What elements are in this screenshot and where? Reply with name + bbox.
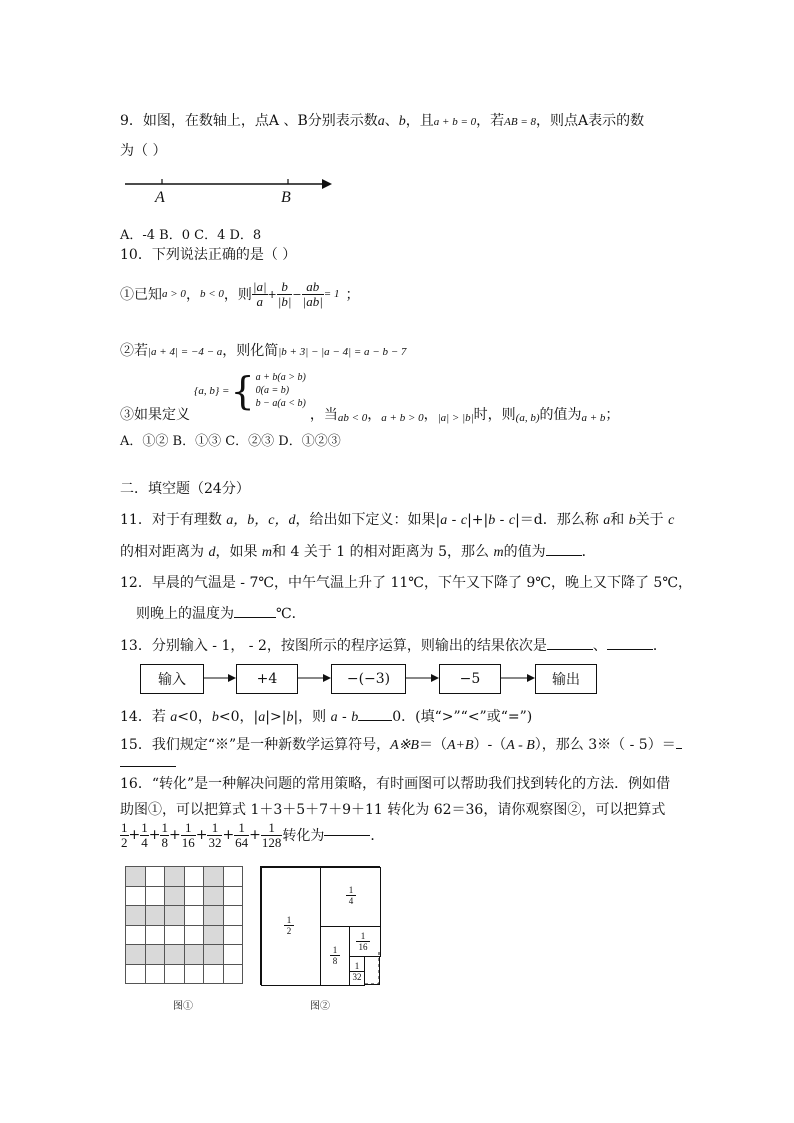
point-label-A: A [155, 189, 165, 206]
answer-blank[interactable] [234, 617, 276, 618]
frac-1-8: $\frac{1}{8}$ [161, 819, 168, 850]
figure-1-caption: 图① [173, 1001, 193, 1012]
answer-blank[interactable] [546, 555, 582, 556]
q11-line1: 11．对于有理数 a，b，c，d，给出如下定义：如果|a - c|+|b - c|＝d．那么称 a和 b关于 c [120, 512, 675, 528]
q13-line: 13．分别输入 - 1， - 2，按图所示的程序运算，则输出的结果依次是 、 ． [120, 638, 667, 654]
answer-blank-1[interactable] [547, 649, 593, 650]
grid-cell [203, 905, 224, 926]
fraction-abs-a-over-a: $\frac{|a|}{a}$ [252, 278, 267, 309]
q10-stem: 10．下列说法正确的是（ ） [120, 247, 297, 263]
grid-cell [145, 886, 166, 907]
flow-arrowhead-1 [228, 674, 236, 682]
grid-cell [223, 886, 244, 907]
grid-cell [164, 944, 185, 965]
grid-cell [223, 925, 244, 946]
answer-blank-continued[interactable] [120, 752, 176, 767]
piecewise-definition: {a, b} = { a + b(a > b) 0(a = b) b − a(a < b) [194, 368, 306, 413]
grid-cell [203, 886, 224, 907]
frac-1-2: $\frac{1}{2}$ [121, 819, 128, 850]
q10-statement-2: ②若|a + 4| = −4 − a，则化简|b + 3| − |a − 4| = a − b − 7 [120, 343, 407, 359]
flow-minus5-box: −5 [439, 664, 501, 694]
grid-cell [184, 964, 205, 985]
frac-1-64: $\frac{1}{64}$ [235, 819, 249, 850]
grid-cell [164, 866, 185, 887]
number-line [120, 170, 340, 210]
grid-cell [203, 866, 224, 887]
flow-minus-neg3-box: −(−3) [331, 664, 406, 694]
section-title: 二．填空题（24分） [120, 481, 250, 497]
grid-cell [125, 886, 146, 907]
grid-cell [125, 866, 146, 887]
frac-1-128: $\frac{1}{128}$ [261, 819, 282, 850]
frac-1-4: $\frac{1}{4}$ [141, 819, 148, 850]
grid-cell [145, 866, 166, 887]
grid-cell [203, 925, 224, 946]
grid-cell [164, 905, 185, 926]
frac-1-16: $\frac{1}{16}$ [181, 819, 195, 850]
label-quarter: 1 4 [346, 885, 356, 906]
grid-cell [125, 964, 146, 985]
flow-plus4-box: +4 [236, 664, 298, 694]
figure-2 [260, 866, 380, 985]
grid-cell [164, 886, 185, 907]
q9-options: A．-4 B．0 C．4 D．8 [120, 228, 262, 243]
q9-line2: 为（ ） [120, 143, 167, 159]
answer-blank[interactable] [324, 835, 370, 836]
grid-cell [164, 964, 185, 985]
grid-cell [223, 944, 244, 965]
grid-cell [125, 944, 146, 965]
fraction-b-over-abs-b: $\frac{b}{|b|}$ [277, 278, 292, 309]
answer-blank[interactable] [358, 720, 392, 721]
grid-cell [145, 905, 166, 926]
grid-cell [184, 866, 205, 887]
flow-arrowhead-4 [527, 674, 535, 682]
grid-cell [223, 905, 244, 926]
figure-2-dashed-continuation [363, 950, 383, 990]
q11-line2: 的相对距离为 d，如果 m和 4 关于 1 的相对距离为 5，那么 m的值为 ． [120, 544, 596, 560]
label-eighth: 1 8 [330, 945, 340, 966]
grid-cell [203, 964, 224, 985]
grid-cell [203, 944, 224, 965]
q9-line1: 9．如图，在数轴上，点A 、B分别表示数a、b，且a + b = 0，若AB = 8，则点A表示的数 [120, 113, 645, 129]
frac-1-32: $\frac{1}{32}$ [208, 819, 222, 850]
number-line-arrow [322, 179, 332, 189]
grid-cell [145, 925, 166, 946]
grid-cell [125, 925, 146, 946]
q16-line2: 助图①，可以把算式 1＋3＋5＋7＋9＋11 转化为 62＝36，请你观察图②，可以把算式 [120, 802, 666, 818]
answer-blank-2[interactable] [607, 649, 653, 650]
grid-cell [145, 944, 166, 965]
fraction-ab-over-abs-ab: $\frac{ab}{|ab|}$ [302, 278, 323, 309]
label-sixteenth: 1 16 [356, 931, 370, 952]
q10-options: A．①② B．①③ C．②③ D．①②③ [120, 434, 341, 449]
label-half: 1 2 [284, 915, 294, 936]
grid-cell [125, 905, 146, 926]
flow-input-box: 输入 [140, 664, 204, 694]
q10-statement-3: ③如果定义 {a, b} = { a + b(a > b) 0(a = b) b − a(a < b) ，当 ab < 0 ， a + b > 0 ， |a| > |b| 时，则 (a, b) 的值为 a + b ； [120, 368, 620, 424]
brace: { [230, 368, 255, 413]
q12-line2: 则晚上的温度为 ℃． [136, 606, 306, 622]
point-label-B: B [281, 189, 291, 206]
q16-line3: $\frac{1}{2}$ + $\frac{1}{4}$ + $\frac{1}{8}$ + $\frac{1}{16}$ + $\frac{1}{32}$ + $\frac{1}{64}$ + $\frac{1}{128}$ 转化为 ． [121, 819, 385, 850]
grid-cell [145, 964, 166, 985]
grid-cell [223, 964, 244, 985]
flow-arrowhead-2 [323, 674, 331, 682]
figure-2-caption: 图② [310, 1001, 330, 1012]
q16-line1: 16．“转化”是一种解决问题的常用策略，有时画图可以帮助我们找到转化的方法．例如借 [120, 776, 671, 792]
flow-arrows [200, 670, 540, 686]
label-thirtysecond: 1 32 [350, 961, 364, 982]
q15-line: 15．我们规定“※”是一种新数学运算符号，A※B＝（A+B）-（A - B），那么 3※（ - 5）＝ [120, 734, 682, 754]
answer-blank[interactable] [676, 748, 682, 749]
grid-cell [184, 886, 205, 907]
q12-line1: 12．早晨的气温是 - 7℃，中午气温上升了 11℃，下午又下降了 9℃，晚上又下降了 5℃， [120, 575, 692, 591]
q14-line: 14．若 a<0，b<0，|a|>|b|，则 a - b 0．(填“>”“<”或“=”) [120, 709, 533, 725]
grid-cell [164, 925, 185, 946]
flow-arrowhead-3 [431, 674, 439, 682]
flow-output-box: 输出 [535, 664, 597, 694]
grid-cell [223, 866, 244, 887]
grid-cell [184, 925, 205, 946]
q10-statement-1: ①已知 a > 0 ， b < 0 ，则 $\frac{|a|}{a}$ + $\frac{b}{|b|}$ − $\frac{ab}{|ab|}$ = 1 ； [120, 278, 360, 309]
grid-cell [184, 944, 205, 965]
figure-1-grid [125, 866, 243, 984]
grid-cell [184, 905, 205, 926]
